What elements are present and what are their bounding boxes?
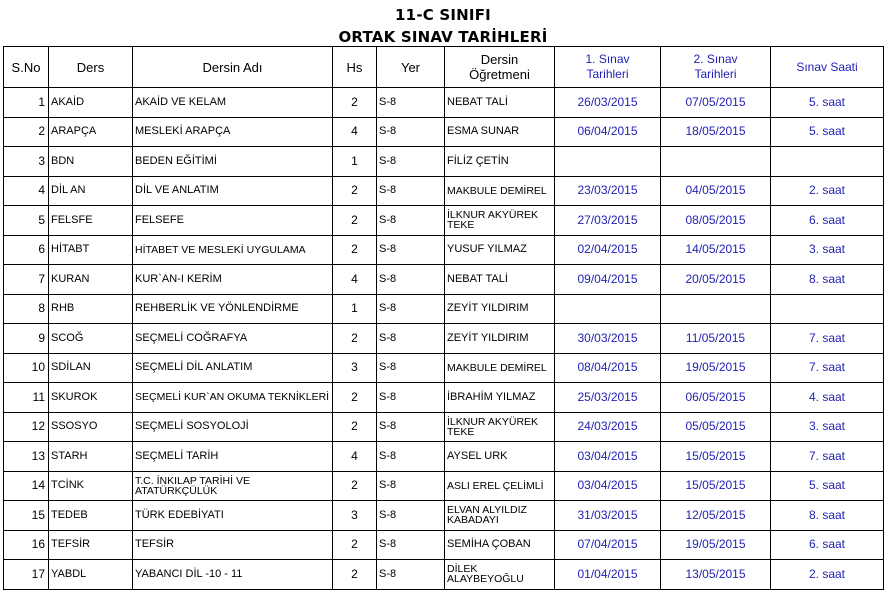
teacher-name: İLKNUR AKYÜREK TEKE	[445, 412, 555, 442]
teacher-name: FİLİZ ÇETİN	[445, 147, 555, 177]
header-yer: Yer	[377, 47, 445, 88]
first-exam-date: 25/03/2015	[555, 383, 661, 413]
weekly-hours: 2	[333, 560, 377, 590]
row-number: 16	[4, 530, 49, 560]
exam-room: S-8	[377, 442, 445, 472]
weekly-hours: 2	[333, 176, 377, 206]
header-sinav2-line1: 2. Sınav	[693, 52, 738, 66]
second-exam-date: 04/05/2015	[661, 176, 771, 206]
header-ders: Ders	[49, 47, 133, 88]
row-number: 9	[4, 324, 49, 354]
table-row	[4, 235, 884, 265]
course-code: TEFSİR	[49, 530, 133, 560]
row-number: 10	[4, 353, 49, 383]
first-exam-date: 23/03/2015	[555, 176, 661, 206]
header-sinav1	[555, 47, 661, 88]
exam-period: 5. saat	[771, 88, 884, 118]
teacher-name: İBRAHİM YILMAZ	[445, 383, 555, 413]
first-exam-date: 07/04/2015	[555, 530, 661, 560]
second-exam-date	[661, 147, 771, 177]
course-name: TÜRK EDEBİYATI	[133, 501, 333, 531]
course-name: TEFSİR	[133, 530, 333, 560]
exam-period: 3. saat	[771, 235, 884, 265]
page-title: 11-C SINIFI	[395, 6, 491, 24]
table-row	[4, 147, 884, 177]
table-row	[4, 501, 884, 531]
table-row	[4, 353, 884, 383]
weekly-hours: 1	[333, 294, 377, 324]
second-exam-date: 18/05/2015	[661, 117, 771, 147]
course-code: KURAN	[49, 265, 133, 295]
table-header-row	[4, 47, 884, 88]
first-exam-date: 03/04/2015	[555, 471, 661, 501]
table-row	[4, 206, 884, 236]
teacher-name: ESMA SUNAR	[445, 117, 555, 147]
course-code: TCİNK	[49, 471, 133, 501]
header-sno: S.No	[4, 47, 49, 88]
header-ogretmen-line1: Dersin	[480, 52, 519, 67]
course-name: DİL VE ANLATIM	[133, 176, 333, 206]
teacher-name: MAKBULE DEMİREL	[445, 176, 555, 206]
header-sinav2	[661, 47, 771, 88]
header-hs: Hs	[333, 47, 377, 88]
table-row	[4, 117, 884, 147]
teacher-name: YUSUF YILMAZ	[445, 235, 555, 265]
table-row	[4, 442, 884, 472]
exam-period: 7. saat	[771, 353, 884, 383]
first-exam-date: 31/03/2015	[555, 501, 661, 531]
second-exam-date: 20/05/2015	[661, 265, 771, 295]
first-exam-date	[555, 294, 661, 324]
exam-schedule-table	[3, 46, 884, 590]
row-number: 5	[4, 206, 49, 236]
exam-room: S-8	[377, 324, 445, 354]
exam-period	[771, 294, 884, 324]
table-row	[4, 560, 884, 590]
course-code: SSOSYO	[49, 412, 133, 442]
exam-room: S-8	[377, 294, 445, 324]
weekly-hours: 4	[333, 442, 377, 472]
exam-period: 8. saat	[771, 501, 884, 531]
exam-room: S-8	[377, 353, 445, 383]
second-exam-date: 19/05/2015	[661, 530, 771, 560]
table-row	[4, 471, 884, 501]
header-sinav2-line2: Tarihleri	[694, 67, 737, 81]
teacher-name: NEBAT TALİ	[445, 265, 555, 295]
first-exam-date: 09/04/2015	[555, 265, 661, 295]
row-number: 8	[4, 294, 49, 324]
exam-period: 5. saat	[771, 471, 884, 501]
teacher-name: ZEYİT YILDIRIM	[445, 294, 555, 324]
first-exam-date: 02/04/2015	[555, 235, 661, 265]
table-row	[4, 265, 884, 295]
row-number: 2	[4, 117, 49, 147]
teacher-name: DİLEK ALAYBEYOĞLU	[445, 560, 555, 590]
row-number: 13	[4, 442, 49, 472]
exam-room: S-8	[377, 530, 445, 560]
second-exam-date: 13/05/2015	[661, 560, 771, 590]
course-code: STARH	[49, 442, 133, 472]
course-code: DİL AN	[49, 176, 133, 206]
course-name: T.C. İNKILAP TARİHİ VE ATATÜRKÇÜLÜK	[133, 471, 333, 501]
course-code: HİTABT	[49, 235, 133, 265]
teacher-name: SEMİHA ÇOBAN	[445, 530, 555, 560]
course-name: FELSEFE	[133, 206, 333, 236]
first-exam-date: 26/03/2015	[555, 88, 661, 118]
course-code: AKAİD	[49, 88, 133, 118]
exam-period: 8. saat	[771, 265, 884, 295]
second-exam-date: 05/05/2015	[661, 412, 771, 442]
course-name: HİTABET VE MESLEKİ UYGULAMA	[133, 235, 333, 265]
course-name: SEÇMELİ TARİH	[133, 442, 333, 472]
course-code: YABDL	[49, 560, 133, 590]
course-name: BEDEN EĞİTİMİ	[133, 147, 333, 177]
first-exam-date: 24/03/2015	[555, 412, 661, 442]
row-number: 3	[4, 147, 49, 177]
course-code: ARAPÇA	[49, 117, 133, 147]
exam-room: S-8	[377, 471, 445, 501]
teacher-name: ASLI EREL ÇELİMLİ	[445, 471, 555, 501]
weekly-hours: 2	[333, 235, 377, 265]
exam-period: 2. saat	[771, 176, 884, 206]
course-name: SEÇMELİ SOSYOLOJİ	[133, 412, 333, 442]
second-exam-date: 08/05/2015	[661, 206, 771, 236]
exam-period: 7. saat	[771, 324, 884, 354]
row-number: 17	[4, 560, 49, 590]
header-ogretmen	[445, 47, 555, 88]
exam-room: S-8	[377, 383, 445, 413]
second-exam-date: 07/05/2015	[661, 88, 771, 118]
first-exam-date: 08/04/2015	[555, 353, 661, 383]
course-code: RHB	[49, 294, 133, 324]
table-row	[4, 412, 884, 442]
second-exam-date: 15/05/2015	[661, 442, 771, 472]
teacher-name: AYSEL URK	[445, 442, 555, 472]
row-number: 14	[4, 471, 49, 501]
row-number: 11	[4, 383, 49, 413]
weekly-hours: 2	[333, 530, 377, 560]
table-row	[4, 324, 884, 354]
exam-period: 6. saat	[771, 206, 884, 236]
exam-period: 3. saat	[771, 412, 884, 442]
first-exam-date: 03/04/2015	[555, 442, 661, 472]
weekly-hours: 3	[333, 501, 377, 531]
exam-room: S-8	[377, 501, 445, 531]
row-number: 1	[4, 88, 49, 118]
exam-room: S-8	[377, 412, 445, 442]
table-row	[4, 383, 884, 413]
weekly-hours: 2	[333, 88, 377, 118]
table-row	[4, 176, 884, 206]
row-number: 4	[4, 176, 49, 206]
weekly-hours: 4	[333, 265, 377, 295]
first-exam-date: 01/04/2015	[555, 560, 661, 590]
table-row	[4, 530, 884, 560]
exam-room: S-8	[377, 117, 445, 147]
weekly-hours: 2	[333, 324, 377, 354]
course-name: KUR`AN-I KERİM	[133, 265, 333, 295]
course-code: FELSFE	[49, 206, 133, 236]
first-exam-date: 30/03/2015	[555, 324, 661, 354]
course-code: SDİLAN	[49, 353, 133, 383]
row-number: 7	[4, 265, 49, 295]
exam-room: S-8	[377, 235, 445, 265]
teacher-name: ZEYİT YILDIRIM	[445, 324, 555, 354]
exam-period: 7. saat	[771, 442, 884, 472]
header-sinav1-line1: 1. Sınav	[585, 52, 630, 66]
exam-room: S-8	[377, 560, 445, 590]
teacher-name: ELVAN ALYILDIZ KABADAYI	[445, 501, 555, 531]
exam-room: S-8	[377, 147, 445, 177]
exam-period: 6. saat	[771, 530, 884, 560]
weekly-hours: 2	[333, 206, 377, 236]
row-number: 15	[4, 501, 49, 531]
second-exam-date: 12/05/2015	[661, 501, 771, 531]
weekly-hours: 1	[333, 147, 377, 177]
course-name: SEÇMELİ KUR`AN OKUMA TEKNİKLERİ	[133, 383, 333, 413]
header-dersin-adi: Dersin Adı	[133, 47, 333, 88]
exam-period: 4. saat	[771, 383, 884, 413]
second-exam-date: 15/05/2015	[661, 471, 771, 501]
course-name: YABANCI DİL -10 - 11	[133, 560, 333, 590]
exam-room: S-8	[377, 206, 445, 236]
second-exam-date: 19/05/2015	[661, 353, 771, 383]
course-code: SKUROK	[49, 383, 133, 413]
course-name: REHBERLİK VE YÖNLENDİRME	[133, 294, 333, 324]
first-exam-date	[555, 147, 661, 177]
teacher-name: NEBAT TALİ	[445, 88, 555, 118]
table-row	[4, 88, 884, 118]
second-exam-date: 06/05/2015	[661, 383, 771, 413]
page-subtitle: ORTAK SINAV TARİHLERİ	[338, 28, 548, 46]
row-number: 6	[4, 235, 49, 265]
course-code: SCOĞ	[49, 324, 133, 354]
header-ogretmen-line2: Öğretmeni	[469, 67, 530, 82]
header-sinav1-line2: Tarihleri	[586, 67, 629, 81]
weekly-hours: 2	[333, 383, 377, 413]
exam-room: S-8	[377, 265, 445, 295]
exam-period	[771, 147, 884, 177]
teacher-name: MAKBULE DEMİREL	[445, 353, 555, 383]
exam-room: S-8	[377, 88, 445, 118]
table-row	[4, 294, 884, 324]
course-code: TEDEB	[49, 501, 133, 531]
teacher-name: İLKNUR AKYÜREK TEKE	[445, 206, 555, 236]
exam-period: 5. saat	[771, 117, 884, 147]
weekly-hours: 3	[333, 353, 377, 383]
first-exam-date: 27/03/2015	[555, 206, 661, 236]
weekly-hours: 4	[333, 117, 377, 147]
exam-period: 2. saat	[771, 560, 884, 590]
course-name: MESLEKİ ARAPÇA	[133, 117, 333, 147]
weekly-hours: 2	[333, 412, 377, 442]
second-exam-date	[661, 294, 771, 324]
second-exam-date: 14/05/2015	[661, 235, 771, 265]
course-name: SEÇMELİ COĞRAFYA	[133, 324, 333, 354]
course-name: AKAİD VE KELAM	[133, 88, 333, 118]
second-exam-date: 11/05/2015	[661, 324, 771, 354]
weekly-hours: 2	[333, 471, 377, 501]
exam-room: S-8	[377, 176, 445, 206]
course-name: SEÇMELİ DİL ANLATIM	[133, 353, 333, 383]
header-saat: Sınav Saati	[771, 47, 884, 88]
first-exam-date: 06/04/2015	[555, 117, 661, 147]
course-code: BDN	[49, 147, 133, 177]
row-number: 12	[4, 412, 49, 442]
